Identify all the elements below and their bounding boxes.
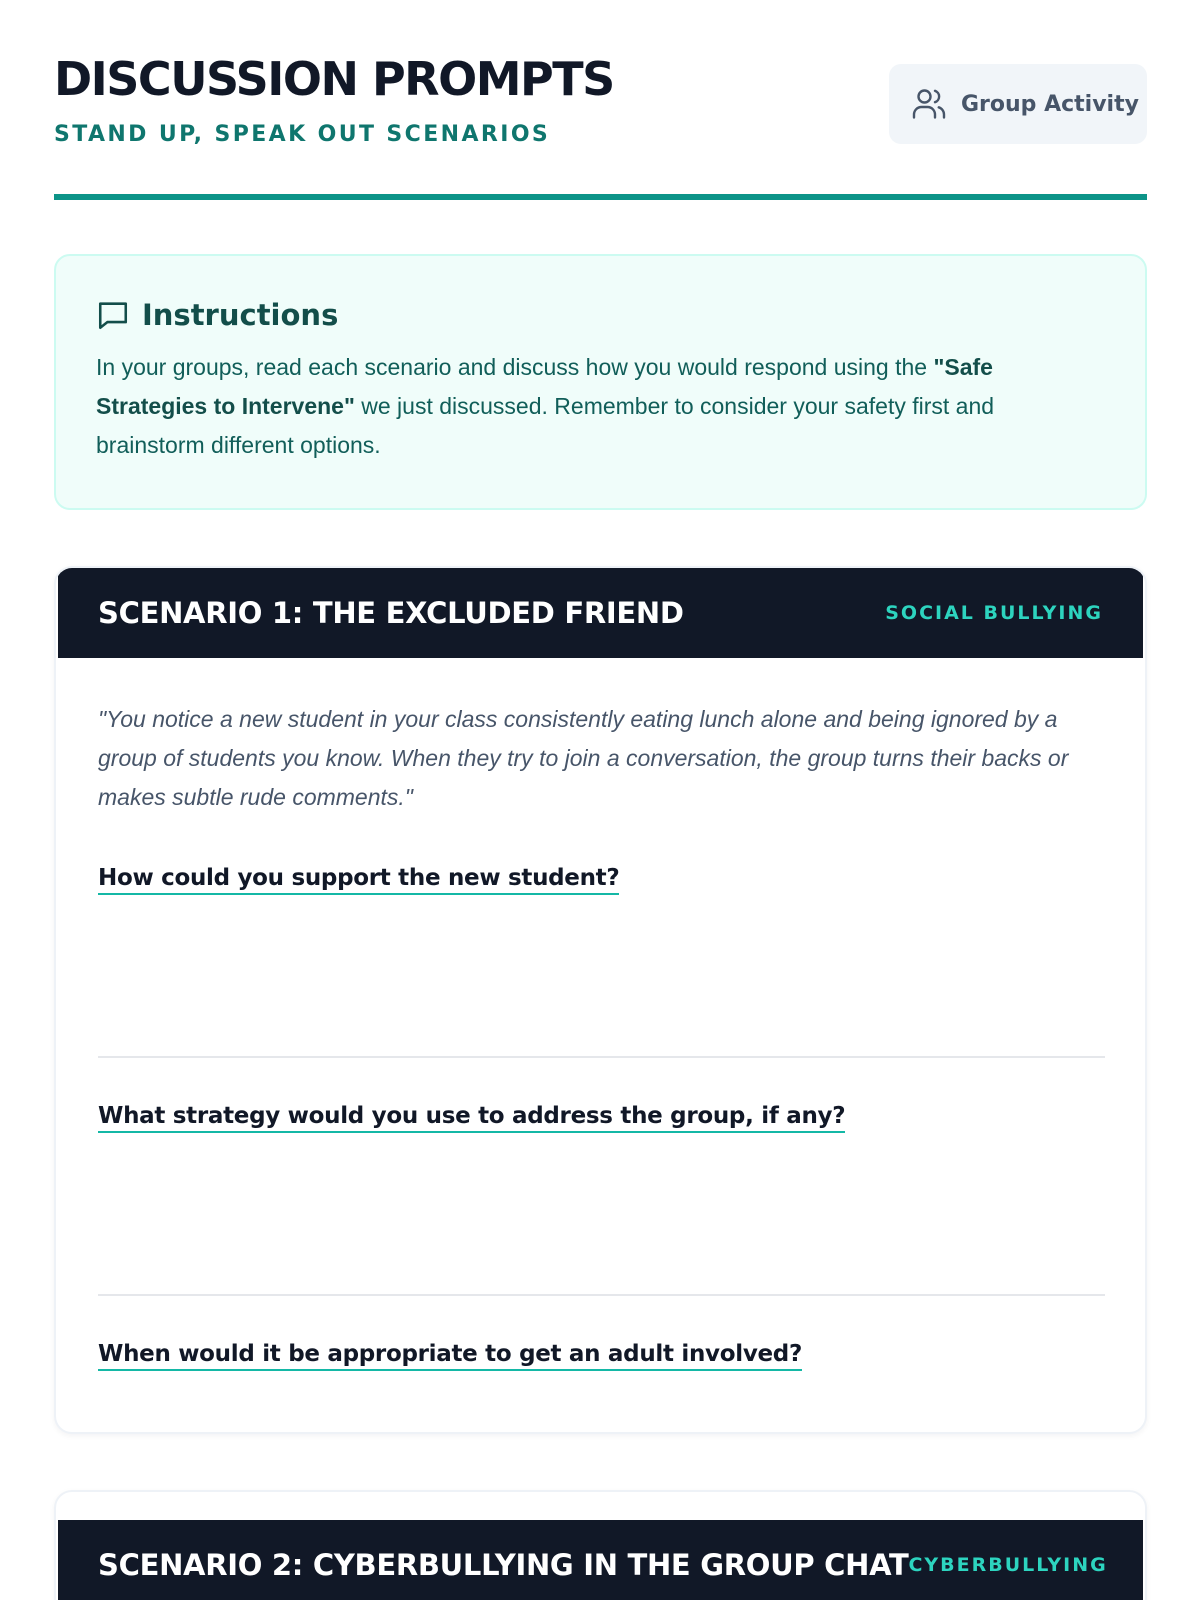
question-label: How could you support the new student? bbox=[98, 865, 619, 895]
scenario-card bbox=[54, 1490, 1147, 1600]
answer-space[interactable] bbox=[98, 1371, 1105, 1434]
instructions-header bbox=[96, 298, 1105, 332]
header-divider bbox=[54, 194, 1147, 200]
group-activity-badge bbox=[889, 64, 1147, 144]
instructions-text-emphasis: "Safe Strategies to Intervene" bbox=[96, 354, 993, 419]
instructions-panel bbox=[54, 254, 1147, 510]
discussion-question bbox=[98, 1341, 1105, 1434]
scenario-title: SCENARIO 2: CYBERBULLYING IN THE GROUP CHAT bbox=[98, 1548, 909, 1582]
page-title: DISCUSSION PROMPTS bbox=[54, 52, 614, 106]
instructions-text-end: we just discussed. Remember to consider your safety first and brainstorm different options. bbox=[96, 393, 995, 458]
scenario-card bbox=[54, 566, 1147, 1434]
users-icon bbox=[911, 86, 947, 122]
worksheet-page bbox=[54, 0, 1147, 1582]
scenario-header bbox=[58, 1520, 1143, 1600]
answer-space[interactable] bbox=[98, 1133, 1105, 1263]
page-subtitle: STAND UP, SPEAK OUT SCENARIOS bbox=[54, 122, 551, 147]
message-square-icon bbox=[96, 298, 130, 332]
scenario-category-tag: SOCIAL BULLYING bbox=[885, 602, 1103, 624]
answer-space[interactable] bbox=[98, 895, 1105, 1025]
question-label: What strategy would you use to address the group, if any? bbox=[98, 1103, 845, 1133]
scenario-description: "You notice a new student in your class consistently eating lunch alone and being ignored by a group of students you know. When they try to join a conversation, the group turns their backs or makes subtle rude comments." bbox=[98, 706, 1069, 810]
question-label: When would it be appropriate to get an adult involved? bbox=[98, 1341, 802, 1371]
instructions-text-start: In your groups, read each scenario and discuss how you would respond using the bbox=[96, 354, 934, 380]
badge-label: Group Activity bbox=[961, 91, 1139, 117]
instructions-title: Instructions bbox=[142, 298, 339, 332]
page-header bbox=[54, 0, 1147, 202]
scenario-title: SCENARIO 1: THE EXCLUDED FRIEND bbox=[98, 596, 684, 630]
discussion-question bbox=[98, 1103, 1105, 1296]
discussion-question bbox=[98, 865, 1105, 1058]
instructions-text bbox=[96, 348, 1105, 465]
scenario-body bbox=[56, 658, 1145, 1434]
scenario-category-tag: CYBERBULLYING bbox=[908, 1554, 1108, 1576]
scenario-header bbox=[58, 568, 1143, 658]
